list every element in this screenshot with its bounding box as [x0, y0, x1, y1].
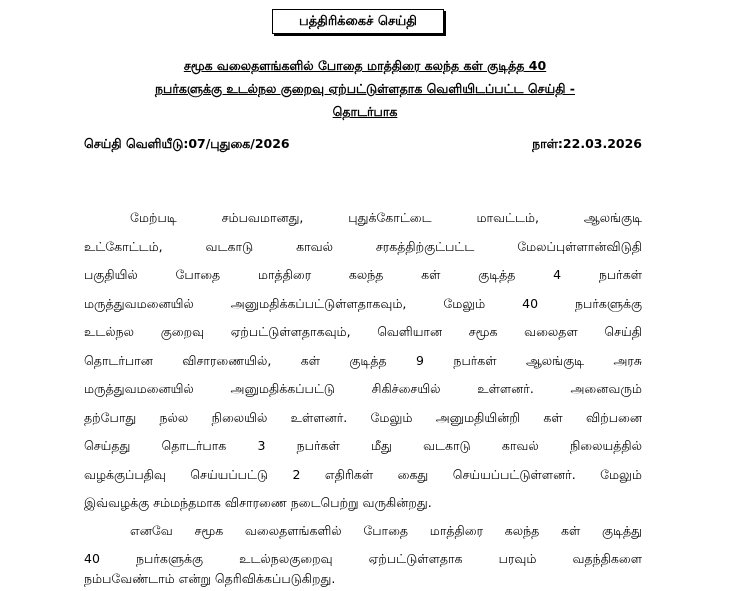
paragraph-1-line: வழக்குப்பதிவு செய்யப்பட்டு 2 எதிரிகள் கைது செய்யப்பட்டுள்ளனர். மேலும் [84, 467, 642, 482]
headline-line-2: நபர்களுக்கு உடல்நல குறைவு ஏற்பட்டுள்ளதாக வெளியிடப்பட்ட செய்தி - [155, 81, 575, 96]
paragraph-1-line: செய்தது தொடர்பாக 3 நபர்கள் மீது வடகாடு காவல் நிலையத்தில் [84, 438, 642, 453]
paragraph-1-line: தற்போது நல்ல நிலையில் உள்ளனர். மேலும் அனுமதியின்றி கள் விற்பனை [84, 410, 642, 425]
release-date: நாள்:22.03.2026 [532, 136, 642, 151]
paragraph-1-line: இவ்வழக்கு சம்மந்தமாக விசாரணை நடைபெற்று வருகின்றது. [84, 495, 432, 510]
paragraph-2-line: 40 நபர்களுக்கு உடல்நலகுறைவு ஏற்பட்டுள்ளதாக பரவும் வதந்திகளை [84, 551, 642, 566]
release-number: செய்தி வெளியீடு:07/புதுகை/2026 [84, 136, 290, 151]
paragraph-1-line: மருத்துவமனையில் அனுமதிக்கப்பட்டு சிகிச்சையில் உள்ளனர். அனைவரும் [84, 381, 642, 396]
paragraph-2-line: எனவே சமூக வலைதளங்களில் போதை மாத்திரை கலந்த கள் குடித்து [130, 523, 642, 538]
paragraph-1-line: மேற்படி சம்பவமானது, புதுக்கோட்டை மாவட்டம், ஆலங்குடி [130, 210, 642, 225]
paragraph-1-line: தொடர்பான விசாரணையில், கள் குடித்த 9 நபர்கள் ஆலங்குடி அரசு [84, 353, 642, 368]
paragraph-1-line: பகுதியில் போதை மாத்திரை கலந்த கள் குடித்த 4 நபர்கள் [84, 267, 642, 282]
paragraph-1-line: மருத்துவமனையில் அனுமதிக்கப்பட்டுள்ளதாகவும், மேலும் 40 நபர்களுக்கு [84, 296, 642, 311]
paragraph-1-line: உட்கோட்டம், வடகாடு காவல் சரகத்திற்குட்பட்ட மேலப்புள்ளான்விடுதி [84, 239, 642, 254]
paragraph-2-line: நம்பவேண்டாம் என்று தெரிவிக்கப்படுகிறது. [84, 571, 336, 586]
press-release-title: பத்திரிக்கைச் செய்தி [272, 9, 444, 34]
headline-line-1: சமூக வலைதளங்களில் போதை மாத்திரை கலந்த கள் குடித்த 40 [183, 58, 547, 73]
paragraph-1-line: உடல்நல குறைவு ஏற்பட்டுள்ளதாகவும், வெளியான சமூக வலைதள செய்தி [84, 324, 642, 339]
reference-row [84, 136, 642, 154]
headline-line-3: தொடர்பாக [332, 104, 398, 119]
